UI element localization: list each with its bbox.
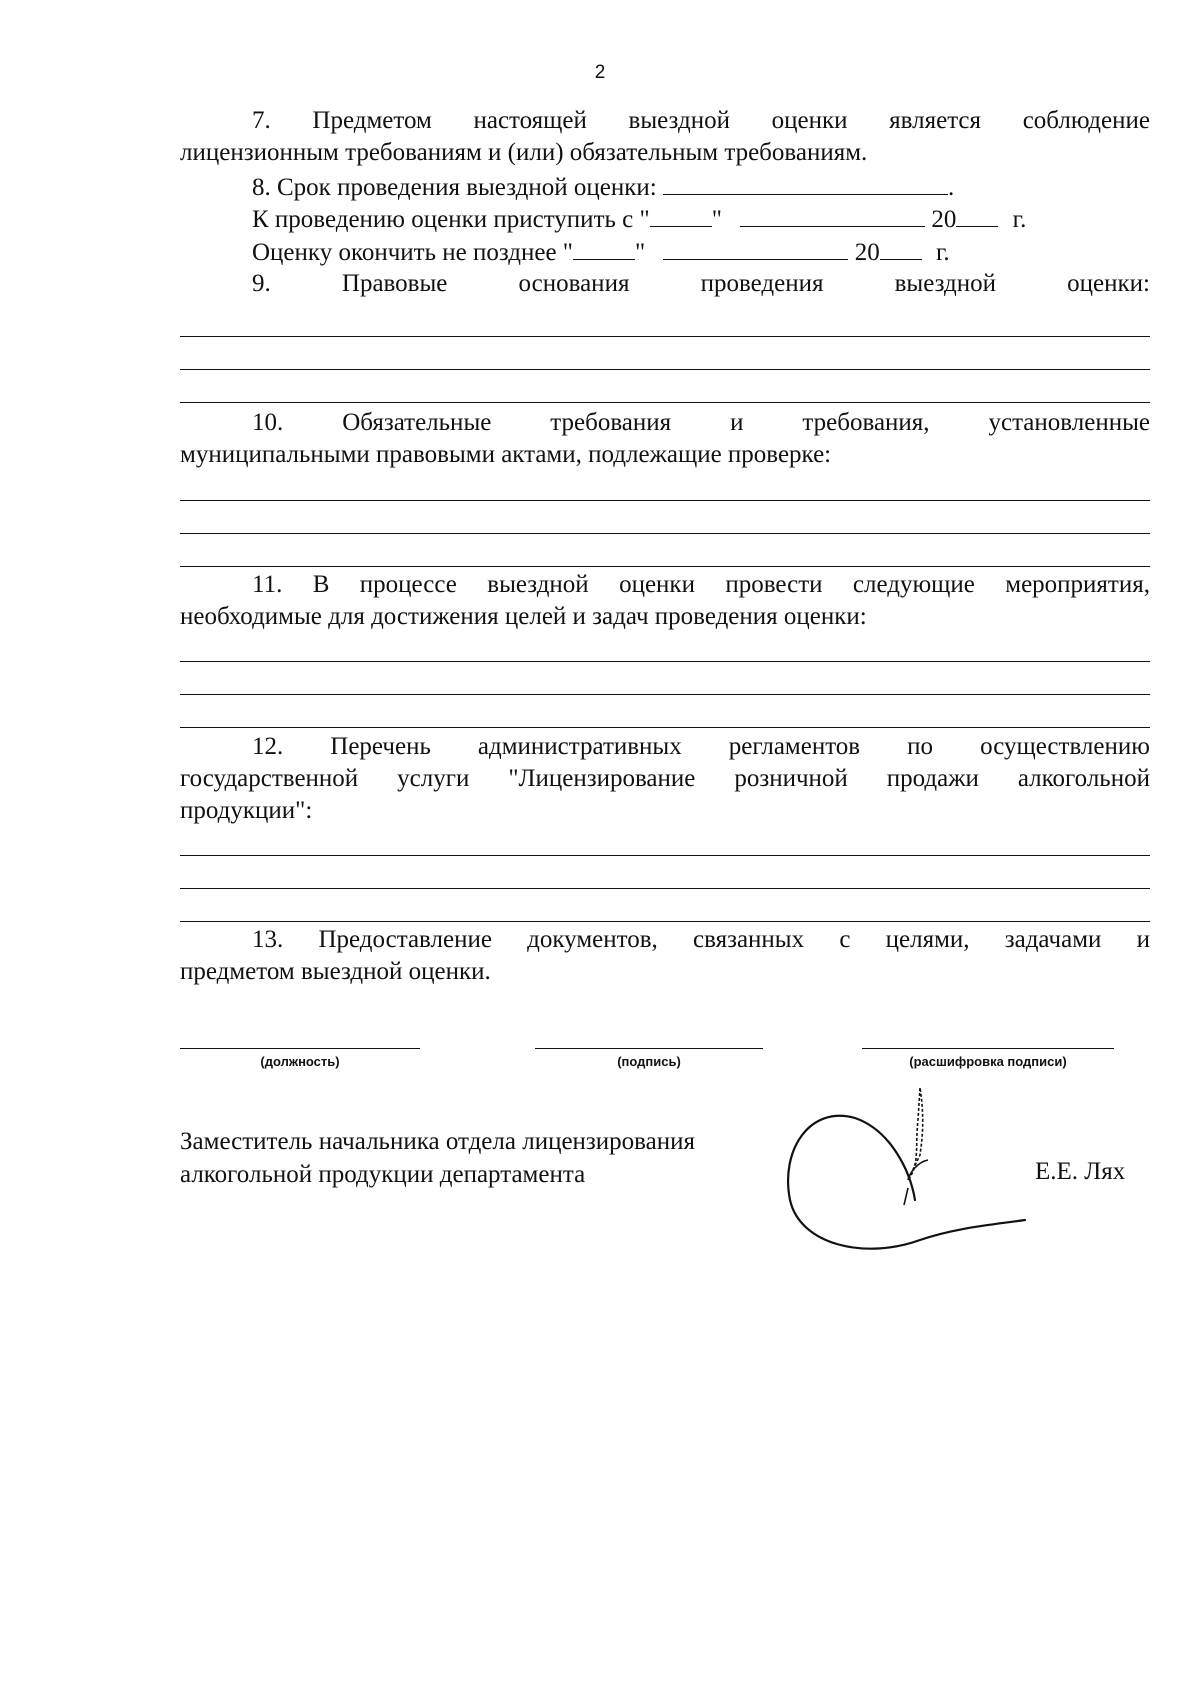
- start-month-blank: [740, 202, 925, 227]
- word: целями,: [885, 926, 970, 953]
- word: является: [889, 107, 982, 134]
- position-line: [180, 1048, 420, 1049]
- year-suffix: г.: [935, 239, 950, 266]
- caption-signature: (подпись): [617, 1054, 681, 1069]
- word: соблюдение: [1022, 107, 1150, 134]
- word: оценки: [619, 571, 695, 598]
- fill-line: [180, 921, 1150, 922]
- fill-line: [180, 694, 1150, 695]
- fill-line: [180, 566, 1150, 567]
- quote: ": [635, 239, 646, 266]
- word: установленные: [988, 409, 1150, 436]
- signatory-name: Е.Е. Лях: [1035, 1158, 1126, 1185]
- word: 7.: [252, 107, 271, 134]
- word: В: [312, 571, 330, 598]
- quote: ": [711, 206, 722, 233]
- period: .: [947, 174, 955, 201]
- item10-line1: [252, 407, 1150, 439]
- duration-blank: [663, 170, 948, 195]
- word: регламентов: [728, 733, 861, 760]
- item10-line2: муниципальными правовыми актами, подлежащие проверке:: [180, 441, 832, 468]
- word: и: [1136, 926, 1150, 953]
- item7-line1: [252, 105, 1150, 137]
- item8-line3: [252, 235, 950, 269]
- word: настоящей: [473, 107, 587, 134]
- signatory-position-line2: алкогольной продукции департамента: [180, 1161, 586, 1188]
- word: оценки: [771, 107, 848, 134]
- word: проведения: [700, 270, 824, 297]
- item12-line2: [180, 763, 1150, 795]
- fill-line: [180, 336, 1150, 337]
- word: 13.: [252, 926, 284, 953]
- year-suffix: г.: [1012, 206, 1027, 233]
- end-label: Оценку окончить не позднее ": [252, 239, 574, 266]
- word: алкогольной: [1017, 765, 1150, 792]
- start-year-blank: [956, 202, 998, 227]
- fill-line: [180, 661, 1150, 662]
- item8-duration-label: 8. Срок проведения выездной оценки:: [252, 174, 657, 201]
- signatory-position: [180, 1125, 695, 1191]
- item9-line: [252, 268, 1150, 300]
- item11-line2: необходимые для достижения целей и задач проведения оценки:: [180, 603, 867, 630]
- word: государственной: [180, 765, 359, 792]
- word: Перечень: [330, 733, 431, 760]
- fill-line: [180, 727, 1150, 728]
- word: оценки:: [1067, 270, 1150, 297]
- signatory-position-line1: Заместитель начальника отдела лицензирования: [180, 1128, 696, 1155]
- start-year-prefix: 20: [931, 206, 957, 233]
- item11-line1: [252, 569, 1150, 601]
- word: требования: [550, 409, 672, 436]
- fill-line: [180, 855, 1150, 856]
- word: мероприятия,: [1005, 571, 1150, 598]
- item13-line2: предметом выездной оценки.: [180, 958, 491, 985]
- word: выездной: [894, 270, 997, 297]
- end-year-prefix: 20: [854, 239, 880, 266]
- word: связанных: [693, 926, 805, 953]
- page-number: 2: [594, 62, 606, 83]
- item12-line1: [252, 731, 1150, 763]
- word: 10.: [252, 409, 284, 436]
- handwritten-signature: [770, 1060, 1040, 1260]
- word: выездной: [487, 571, 589, 598]
- word: административных: [477, 733, 682, 760]
- fill-line: [180, 500, 1150, 501]
- word: Правовые: [341, 270, 448, 297]
- word: задачами: [1004, 926, 1102, 953]
- decoding-line: [862, 1048, 1114, 1049]
- word: продажи: [886, 765, 979, 792]
- word: осуществлению: [980, 733, 1150, 760]
- word: основания: [518, 270, 630, 297]
- word: процессе: [359, 571, 457, 598]
- item7-line2: лицензионным требованиям и (или) обязательным требованиям.: [180, 139, 868, 166]
- word: Предоставление: [318, 926, 492, 953]
- fill-line: [180, 402, 1150, 403]
- word: 9.: [252, 270, 271, 297]
- word: выездной: [628, 107, 730, 134]
- end-year-blank: [880, 235, 922, 260]
- word: розничной: [734, 765, 848, 792]
- fill-line: [180, 888, 1150, 889]
- item8-line2: [252, 202, 1026, 236]
- word: требования,: [802, 409, 930, 436]
- word: Обязательные: [342, 409, 492, 436]
- end-month-blank: [663, 235, 848, 260]
- signature-line: [535, 1048, 763, 1049]
- start-label: К проведению оценки приступить с ": [252, 206, 650, 233]
- fill-line: [180, 533, 1150, 534]
- word: провести: [725, 571, 823, 598]
- caption-position: (должность): [260, 1054, 340, 1069]
- word: документов,: [527, 926, 658, 953]
- word: Предметом: [312, 107, 432, 134]
- word: по: [907, 733, 934, 760]
- item12-line3: продукции":: [180, 797, 313, 824]
- word: 11.: [252, 571, 283, 598]
- word: следующие: [852, 571, 975, 598]
- word: и: [730, 409, 744, 436]
- word: "Лицензирование: [508, 765, 696, 792]
- word: с: [839, 926, 851, 953]
- word: услуги: [397, 765, 470, 792]
- item13-line1: [252, 924, 1150, 956]
- item8-line1: [252, 170, 954, 204]
- end-day-blank: [573, 235, 635, 260]
- caption-decoding: (расшифровка подписи): [909, 1054, 1067, 1069]
- word: 12.: [252, 733, 284, 760]
- fill-line: [180, 369, 1150, 370]
- start-day-blank: [650, 202, 712, 227]
